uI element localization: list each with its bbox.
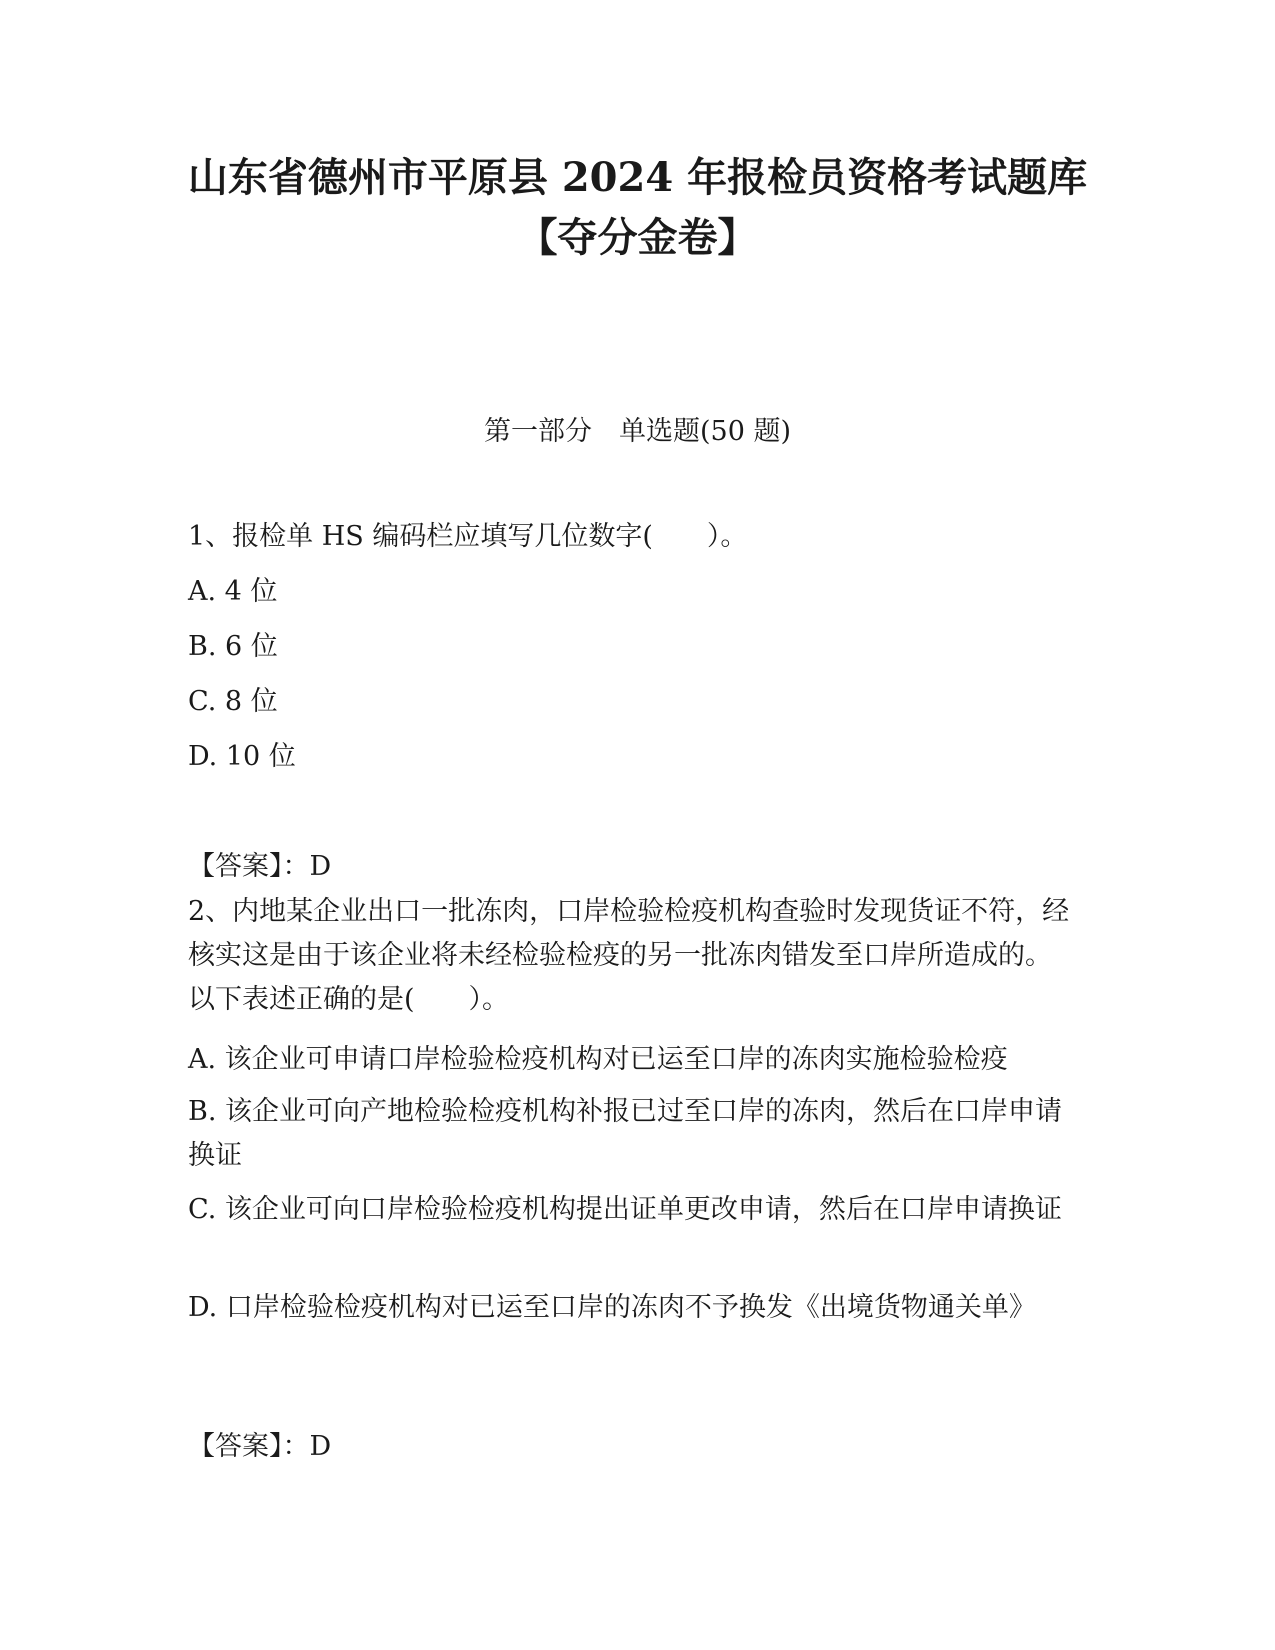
question-2-option-a: A. 该企业可申请口岸检验检疫机构对已运至口岸的冻肉实施检验检疫 <box>188 1044 1008 1075</box>
question-1-option-b: B. 6 位 <box>188 631 278 662</box>
question-1-option-a: A. 4 位 <box>188 576 278 607</box>
answer-label: 【答案】： <box>188 1431 310 1462</box>
answer-label: 【答案】： <box>188 851 310 882</box>
question-1-stem: 1、报检单 HS 编码栏应填写几位数字( ）。 <box>188 521 748 552</box>
question-2-answer <box>188 1425 1088 1469</box>
question-1-option-c: C. 8 位 <box>188 686 278 717</box>
question-2-option-b: B. 该企业可向产地检验检疫机构补报已过至口岸的冻肉，然后在口岸申请换证 <box>188 1096 1063 1171</box>
document-title <box>150 148 1125 268</box>
section-heading: 第一部分 单选题(50 题) <box>483 416 791 447</box>
question-1-option-d: D. 10 位 <box>188 741 296 772</box>
answer-value: D <box>309 1431 332 1462</box>
title-line-2: 【夺分金卷】 <box>517 214 758 261</box>
answer-value: D <box>309 851 332 882</box>
question-2-option-d: D. 口岸检验检疫机构对已运至口岸的冻肉不予换发《出境货物通关单》 <box>188 1292 1036 1323</box>
question-2-option-c: C. 该企业可向口岸检验检疫机构提出证单更改申请，然后在口岸申请换证 <box>188 1194 1062 1225</box>
title-line-1: 山东省德州市平原县 2024 年报检员资格考试题库 <box>187 154 1088 201</box>
question-2-stem: 2、内地某企业出口一批冻肉，口岸检验检疫机构查验时发现货证不符，经核实这是由于该企业将未经检验检疫的另一批冻肉错发至口岸所造成的。以下表述正确的是( ）。 <box>188 896 1070 1015</box>
question-1-answer <box>188 845 1088 889</box>
